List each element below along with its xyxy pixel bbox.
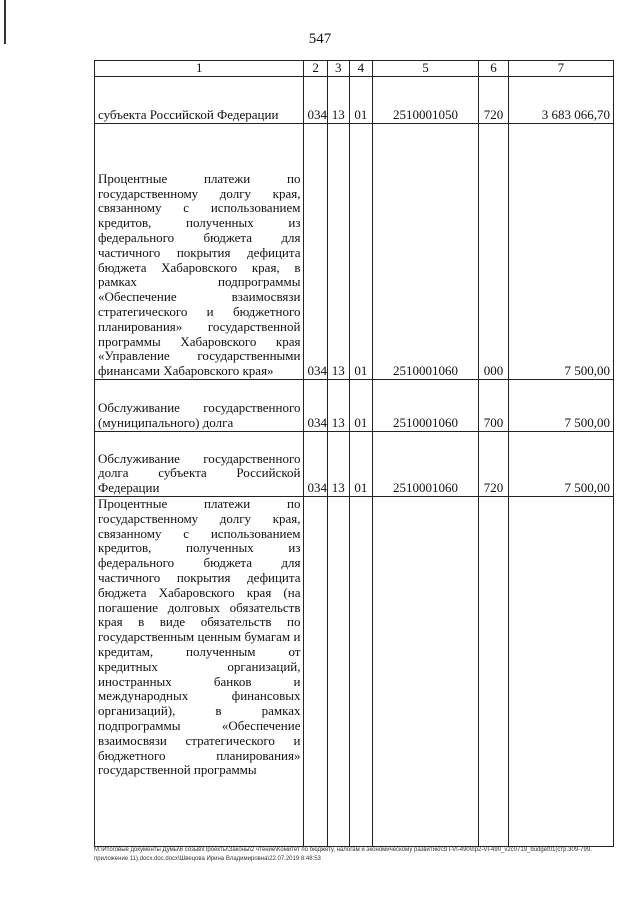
- row-description: субъекта Российской Федерации: [95, 77, 304, 124]
- row-description: Процентные платежи по государственному долгу края, связанному с использованием кредитов, полученных из федерального бюджета для частичного покрытия дефицита бюджета Хабаровского края, в рамках подпрограммы «Обеспечение взаимосвязи стратегического и бюджетного планирования» государственной программы Хабаровского края «Управление государственными финансами Хабаровского края»: [95, 124, 304, 380]
- header-col-6: 6: [479, 61, 508, 77]
- row-target: 2510001060: [372, 432, 478, 497]
- row-kind: 720: [479, 432, 508, 497]
- row-code: 034: [304, 77, 327, 124]
- row-amount: [508, 497, 613, 847]
- row-section: 13: [327, 380, 349, 432]
- row-description: Обслуживание государственного долга субъекта Российской Федерации: [95, 432, 304, 497]
- header-col-2: 2: [304, 61, 327, 77]
- row-kind: 720: [479, 77, 508, 124]
- budget-table: [94, 60, 614, 847]
- table-row: [95, 497, 614, 847]
- row-description: Процентные платежи по государственному долгу края, связанному с использованием кредитов, полученных из федерального бюджета для частичного покрытия дефицита бюджета Хабаровского края (на погашение долговых обязательств края в виде обязательств по государственным ценным бумагам и кредитам, полученным от кредитных организаций, иностранных банков и международных финансовых организаций), в рамках подпрограммы «Обеспечение взаимосвязи стратегического и бюджетного планирования» государственной программы: [95, 497, 304, 847]
- table-row: [95, 124, 614, 380]
- document-path-footer: М:\Итоговые документы Думы\6 созыв\Проекты\Законы\2 чтение\Комитет по бюджету, налогам и экономическому развитию\ЗП-VI-490\пр2-VI-490_v2c0719_budget01(стр.309-799, приложение 11).docx.doc.docx\Швецова Ирина Владимировна\22.07.2019 8:48:53: [94, 847, 592, 862]
- row-subsection: 01: [349, 124, 372, 380]
- row-section: 13: [327, 432, 349, 497]
- row-description: Обслуживание государственного (муниципального) долга: [95, 380, 304, 432]
- row-section: [327, 497, 349, 847]
- row-kind: 000: [479, 124, 508, 380]
- header-col-3: 3: [327, 61, 349, 77]
- row-amount: 3 683 066,70: [508, 77, 613, 124]
- row-code: 034: [304, 124, 327, 380]
- header-col-1: 1: [95, 61, 304, 77]
- row-target: [372, 497, 478, 847]
- row-amount: 7 500,00: [508, 432, 613, 497]
- page-number: 547: [308, 31, 332, 47]
- header-col-5: 5: [372, 61, 478, 77]
- row-code: 034: [304, 432, 327, 497]
- row-subsection: 01: [349, 77, 372, 124]
- row-subsection: [349, 497, 372, 847]
- header-col-4: 4: [349, 61, 372, 77]
- row-kind: [479, 497, 508, 847]
- row-amount: 7 500,00: [508, 380, 613, 432]
- row-subsection: 01: [349, 380, 372, 432]
- row-amount: 7 500,00: [508, 124, 613, 380]
- table-row: [95, 380, 614, 432]
- row-target: 2510001060: [372, 124, 478, 380]
- header-col-7: 7: [508, 61, 613, 77]
- row-code: 034: [304, 380, 327, 432]
- table-header-row: [95, 61, 614, 77]
- table-row: [95, 432, 614, 497]
- row-section: 13: [327, 124, 349, 380]
- row-target: 2510001050: [372, 77, 478, 124]
- row-code: [304, 497, 327, 847]
- row-section: 13: [327, 77, 349, 124]
- row-target: 2510001060: [372, 380, 478, 432]
- row-kind: 700: [479, 380, 508, 432]
- table-row: [95, 77, 614, 124]
- row-subsection: 01: [349, 432, 372, 497]
